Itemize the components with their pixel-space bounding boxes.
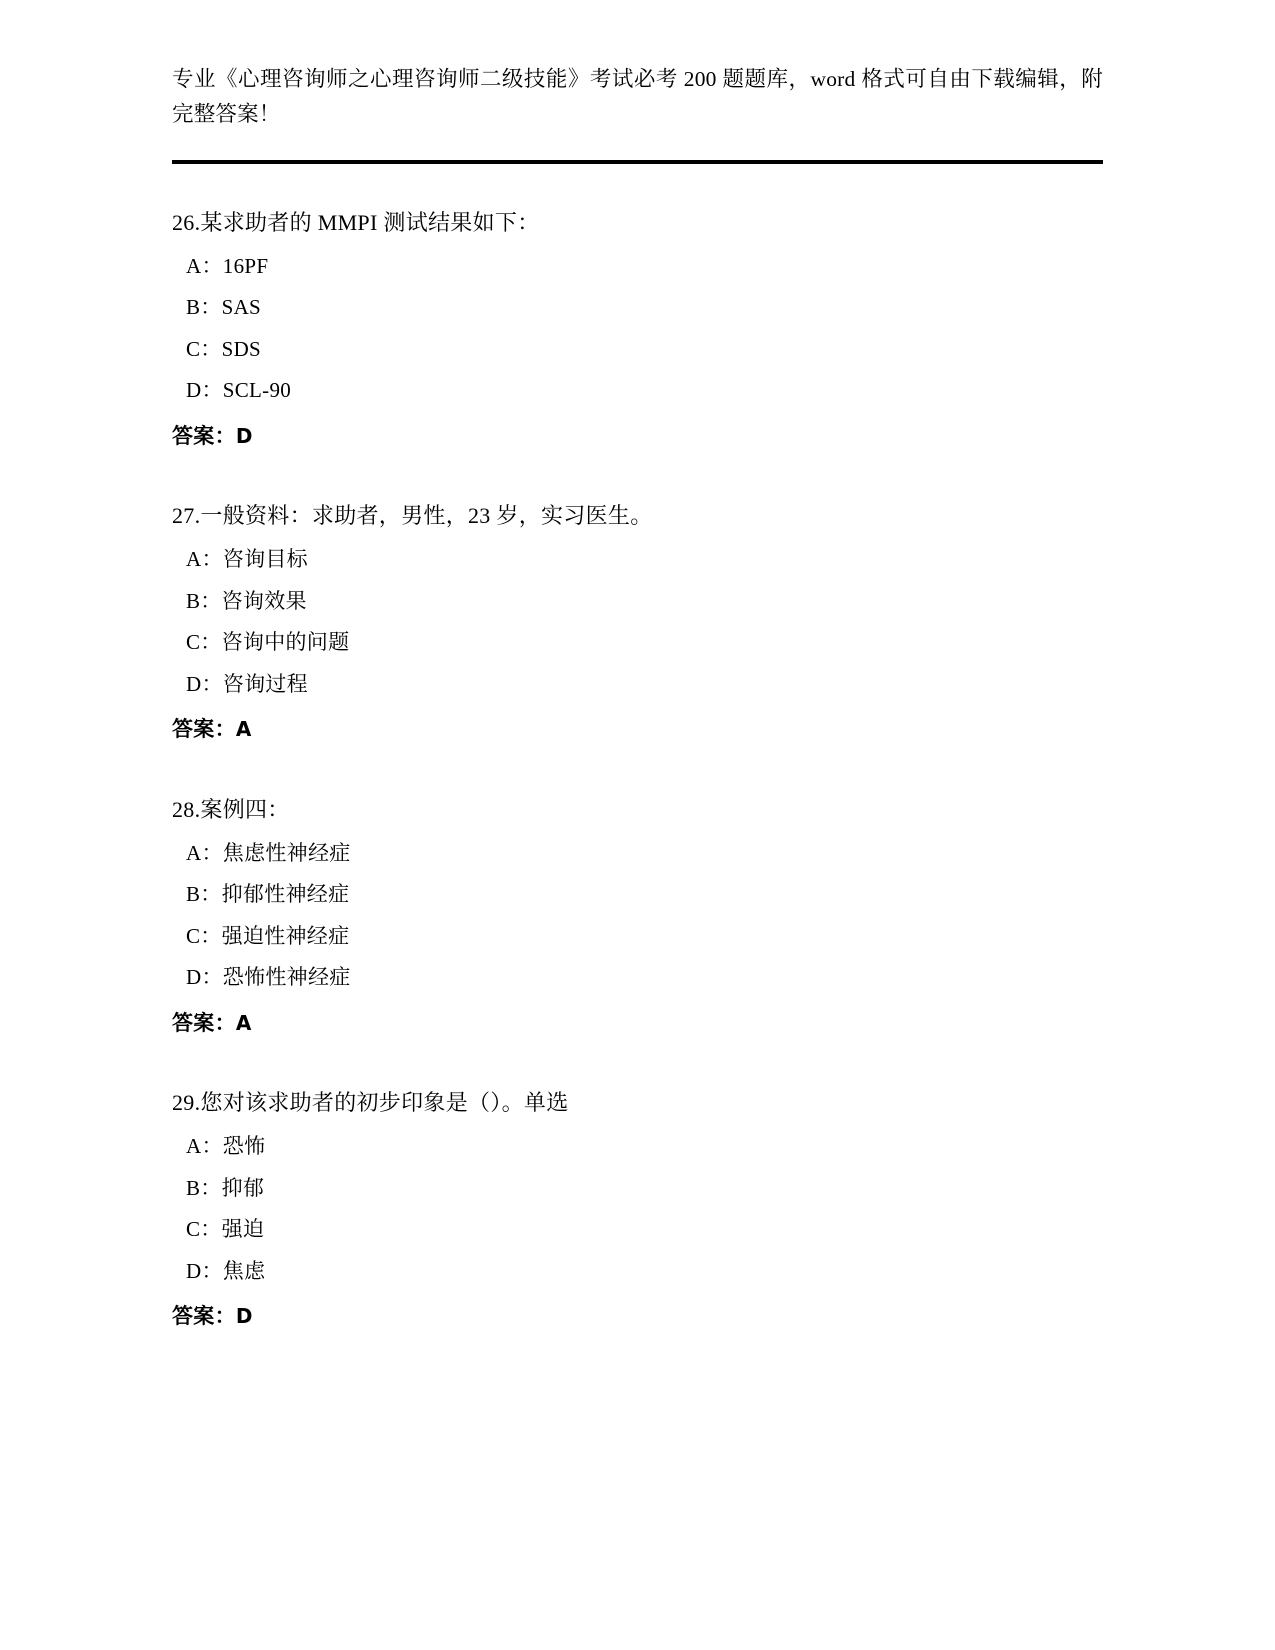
option-text: 咨询效果: [221, 588, 307, 613]
option-text: 强迫: [221, 1217, 265, 1242]
option-text: SDS: [221, 336, 262, 361]
question-number: 27.: [172, 503, 201, 529]
answer-value: D: [235, 1304, 253, 1329]
option-label: A：: [186, 1134, 223, 1159]
option-text: 恐怖: [222, 1134, 266, 1159]
option-text: SCL-90: [222, 378, 292, 403]
question-block: [172, 793, 1103, 1040]
answer-label: 答案：: [172, 1304, 236, 1329]
option-label: A：: [186, 253, 223, 278]
question-stem: [172, 499, 1103, 532]
answer-line: [172, 1301, 1103, 1333]
option-label: D：: [186, 1258, 223, 1283]
question-number: 28.: [172, 796, 201, 822]
question-text: 您对该求助者的初步印象是（）。单选: [200, 1090, 569, 1116]
question-block: [172, 1086, 1103, 1333]
question-block: [172, 499, 1103, 746]
answer-line: [172, 1008, 1103, 1040]
question-text: 一般资料：求助者，男性，23 岁，实习医生。: [200, 503, 653, 529]
option-text: 咨询中的问题: [221, 630, 350, 655]
option-text: 焦虑性神经症: [222, 840, 351, 865]
answer-line: [172, 714, 1103, 746]
option-d: [186, 669, 1103, 701]
option-text: 抑郁性神经症: [221, 882, 350, 907]
question-stem: [172, 206, 1103, 239]
option-text: 强迫性神经症: [221, 923, 350, 948]
option-b: [186, 586, 1103, 618]
answer-label: 答案：: [172, 717, 236, 742]
question-number: 26.: [172, 209, 201, 235]
option-d: [186, 375, 1103, 407]
option-text: 恐怖性神经症: [222, 965, 351, 990]
option-c: [186, 921, 1103, 953]
answer-value: D: [235, 423, 253, 448]
question-stem: [172, 1086, 1103, 1119]
option-label: C：: [186, 336, 222, 361]
option-a: [186, 1131, 1103, 1163]
option-c: [186, 1214, 1103, 1246]
option-label: D：: [186, 671, 223, 696]
option-label: C：: [186, 1217, 222, 1242]
answer-value: A: [235, 717, 252, 742]
option-label: B：: [186, 295, 222, 320]
question-stem: [172, 793, 1103, 826]
option-label: C：: [186, 630, 222, 655]
question-text: 案例四：: [200, 796, 290, 822]
header-divider: [172, 160, 1103, 164]
option-label: B：: [186, 588, 222, 613]
answer-value: A: [235, 1010, 252, 1035]
option-text: SAS: [221, 295, 262, 320]
option-label: B：: [186, 882, 222, 907]
option-b: [186, 879, 1103, 911]
document-header-title: 专业《心理咨询师之心理咨询师二级技能》考试必考 200 题题库，word 格式可自由下载编辑，附完整答案！: [172, 67, 1103, 126]
questions-list: [172, 206, 1103, 1333]
option-text: 咨询过程: [222, 671, 308, 696]
option-label: A：: [186, 840, 223, 865]
option-b: [186, 1173, 1103, 1205]
option-c: [186, 334, 1103, 366]
option-label: A：: [186, 547, 223, 572]
option-label: C：: [186, 923, 222, 948]
question-text: 某求助者的 MMPI 测试结果如下：: [200, 209, 540, 235]
question-number: 29.: [172, 1090, 201, 1116]
option-text: 16PF: [222, 253, 269, 278]
option-text: 抑郁: [221, 1175, 265, 1200]
option-b: [186, 292, 1103, 324]
option-a: [186, 544, 1103, 576]
option-text: 咨询目标: [222, 547, 308, 572]
option-c: [186, 627, 1103, 659]
option-label: D：: [186, 378, 223, 403]
option-d: [186, 1256, 1103, 1288]
answer-label: 答案：: [172, 1010, 236, 1035]
answer-line: [172, 421, 1103, 453]
option-a: [186, 838, 1103, 870]
option-text: 焦虑: [222, 1258, 266, 1283]
option-a: [186, 251, 1103, 283]
option-label: B：: [186, 1175, 222, 1200]
answer-label: 答案：: [172, 423, 236, 448]
question-block: [172, 206, 1103, 453]
option-label: D：: [186, 965, 223, 990]
option-d: [186, 962, 1103, 994]
